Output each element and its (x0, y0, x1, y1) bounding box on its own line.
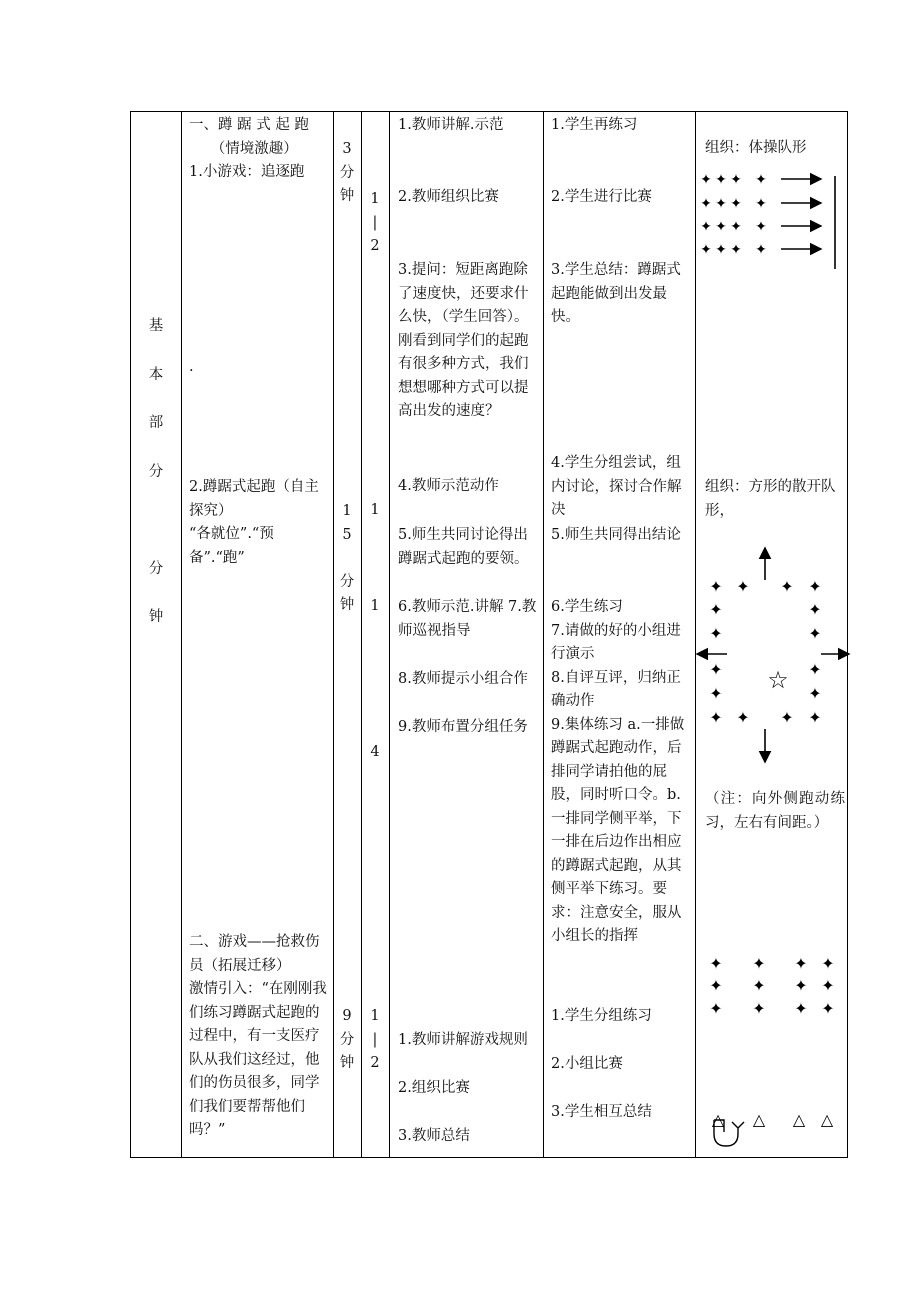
student-game-step-3: 3.学生相互总结 (551, 1104, 652, 1120)
student-star-icon: ✦ (780, 708, 794, 727)
student-star-icon: ✦ (709, 999, 723, 1018)
marker-triangle-icon: △ (752, 1110, 766, 1129)
teacher-step-9: 9.教师布置分组任务 (398, 719, 528, 735)
section-char: 部 (148, 415, 164, 431)
student-star-icon: ✦ (808, 600, 822, 619)
section-char: 分 (148, 463, 164, 480)
square-scatter-formation-diagram (697, 548, 849, 762)
student-star-icon: ✦ (794, 954, 808, 973)
student-star-icon: ✦ (808, 684, 822, 703)
teacher-step-5: 5.师生共同讨论得出蹲踞式起跑的要领。 (398, 527, 529, 567)
teacher-step-8: 8.教师提示小组合作 (398, 671, 528, 687)
student-star-icon: ✦ (730, 196, 742, 212)
student-star-icon: ✦ (700, 172, 712, 188)
leader-star-icon: ✦ (755, 172, 767, 188)
content-part1: 一、蹲 踞 式 起 跑 （情境激趣） 1.小游戏：追逐跑 (189, 117, 309, 180)
marker-triangle-icon: △ (820, 1110, 834, 1129)
intensity-a: 1 | 2 (370, 191, 380, 254)
student-star-icon: ✦ (709, 954, 723, 973)
teacher-game-step-2: 2.组织比赛 (398, 1080, 470, 1096)
student-star-icon: ✦ (794, 976, 808, 995)
time-part1: 3 分 钟 (339, 141, 355, 204)
student-star-icon: ✦ (736, 577, 750, 596)
student-star-icon: ✦ (821, 999, 835, 1018)
content-dot: . (189, 359, 194, 375)
teacher-game-step-1: 1.教师讲解游戏规则 (398, 1032, 528, 1048)
student-game-step-2: 2.小组比赛 (551, 1056, 623, 1072)
teacher-step-1: 1.教师讲解.示范 (398, 117, 504, 133)
leader-star-icon: ✦ (755, 219, 767, 235)
teacher-step-4: 4.教师示范动作 (398, 478, 499, 494)
star-grid-formation-diagram (709, 954, 834, 1018)
teacher-step-2: 2.教师组织比赛 (398, 189, 499, 205)
student-star-icon: ✦ (715, 196, 727, 212)
student-star-icon: ✦ (808, 624, 822, 643)
student-star-icon: ✦ (709, 708, 723, 727)
teacher-step-3: 3.提问：短距离跑除了速度快，还要求什么快，（学生回答）。刚看到同学们的起跑有很多种方式，我们想想哪种方式可以提高出发的速度？ (398, 262, 529, 419)
student-star-icon: ✦ (709, 976, 723, 995)
student-step-3: 3.学生总结：蹲踞式起跑能做到出发最快。 (551, 262, 681, 325)
intensity-e: 1 | 2 (370, 1008, 380, 1071)
teacher-step-6-7: 6.教师示范.讲解 7.教师巡视指导 (398, 599, 537, 639)
student-step-4: 4.学生分组尝试，组内讨论，探讨合作解决 (551, 455, 682, 518)
teacher-star-icon: ☆ (767, 666, 789, 694)
student-star-icon: ✦ (709, 577, 723, 596)
marker-triangle-icon: △ (711, 1110, 725, 1129)
intensity-b: 1 (370, 502, 380, 518)
student-star-icon: ✦ (715, 242, 727, 258)
student-star-icon: ✦ (808, 660, 822, 679)
section-char: 本 (148, 366, 164, 383)
content-part2: 2.蹲踞式起跑（自主探究） “各就位”.“预备”.“跑” (189, 479, 319, 566)
student-star-icon: ✦ (709, 600, 723, 619)
student-star-icon: ✦ (730, 172, 742, 188)
organization-2-label: 组织：方形的散开队形， (705, 479, 836, 519)
student-step-1: 1.学生再练习 (551, 117, 638, 133)
triangle-row-diagram (712, 1110, 834, 1129)
section-char: 钟 (148, 609, 164, 625)
student-star-icon: ✦ (709, 660, 723, 679)
leader-star-icon: ✦ (755, 196, 767, 212)
gymnastics-formation-diagram (700, 172, 835, 269)
student-star-icon: ✦ (736, 708, 750, 727)
formation-note: （注：向外侧跑动练习，左右有间距。） (705, 791, 845, 831)
section-char: 分 (148, 560, 164, 577)
student-star-icon: ✦ (700, 219, 712, 235)
student-star-icon: ✦ (700, 242, 712, 258)
student-star-icon: ✦ (715, 219, 727, 235)
student-star-icon: ✦ (752, 954, 766, 973)
student-star-icon: ✦ (821, 954, 835, 973)
student-star-icon: ✦ (700, 196, 712, 212)
intensity-d: 4 (370, 744, 380, 760)
leader-star-icon: ✦ (755, 242, 767, 258)
student-star-icon: ✦ (730, 242, 742, 258)
lesson-plan-table (130, 111, 848, 1158)
student-steps-6-9: 6.学生练习 7.请做的好的小组进行演示 8.自评互评，归纳正确动作 9.集体练习 a.一排做蹲踞式起跑动作，后排同学请拍他的屁股，同时听口令。b.一排同学侧平举，下一排在后边作出相应的蹲踞式起跑，从其侧平举下练习。要求：注意安全，服从小组长的指挥 (551, 599, 685, 944)
student-star-icon: ✦ (780, 577, 794, 596)
section-char: 基 (148, 318, 164, 334)
marker-triangle-icon: △ (792, 1110, 806, 1129)
student-star-icon: ✦ (808, 708, 822, 727)
student-star-icon: ✦ (730, 219, 742, 235)
organization-1-label: 组织：体操队形 (705, 140, 807, 156)
student-star-icon: ✦ (808, 577, 822, 596)
student-star-icon: ✦ (752, 976, 766, 995)
intensity-c: 1 (370, 598, 380, 614)
student-star-icon: ✦ (709, 684, 723, 703)
content-part3: 二、游戏——抢救伤员（拓展迁移） 激情引入：“在刚刚我们练习蹲踞式起跑的过程中，有一支医疗队从我们这经过，他们的伤员很多，同学们我们要帮帮他们吗？” (189, 934, 327, 1138)
student-star-icon: ✦ (794, 999, 808, 1018)
student-star-icon: ✦ (715, 172, 727, 188)
student-star-icon: ✦ (709, 624, 723, 643)
time-part3: 9 分 钟 (339, 1008, 355, 1071)
student-game-step-1: 1.学生分组练习 (551, 1008, 652, 1024)
student-step-2: 2.学生进行比赛 (551, 189, 652, 205)
time-part2: 1 5 分 钟 (339, 503, 355, 613)
formation-diagrams (131, 112, 849, 1159)
teacher-game-step-3: 3.教师总结 (398, 1128, 470, 1144)
student-step-5: 5.师生共同得出结论 (551, 527, 681, 543)
student-star-icon: ✦ (821, 976, 835, 995)
student-star-icon: ✦ (752, 999, 766, 1018)
